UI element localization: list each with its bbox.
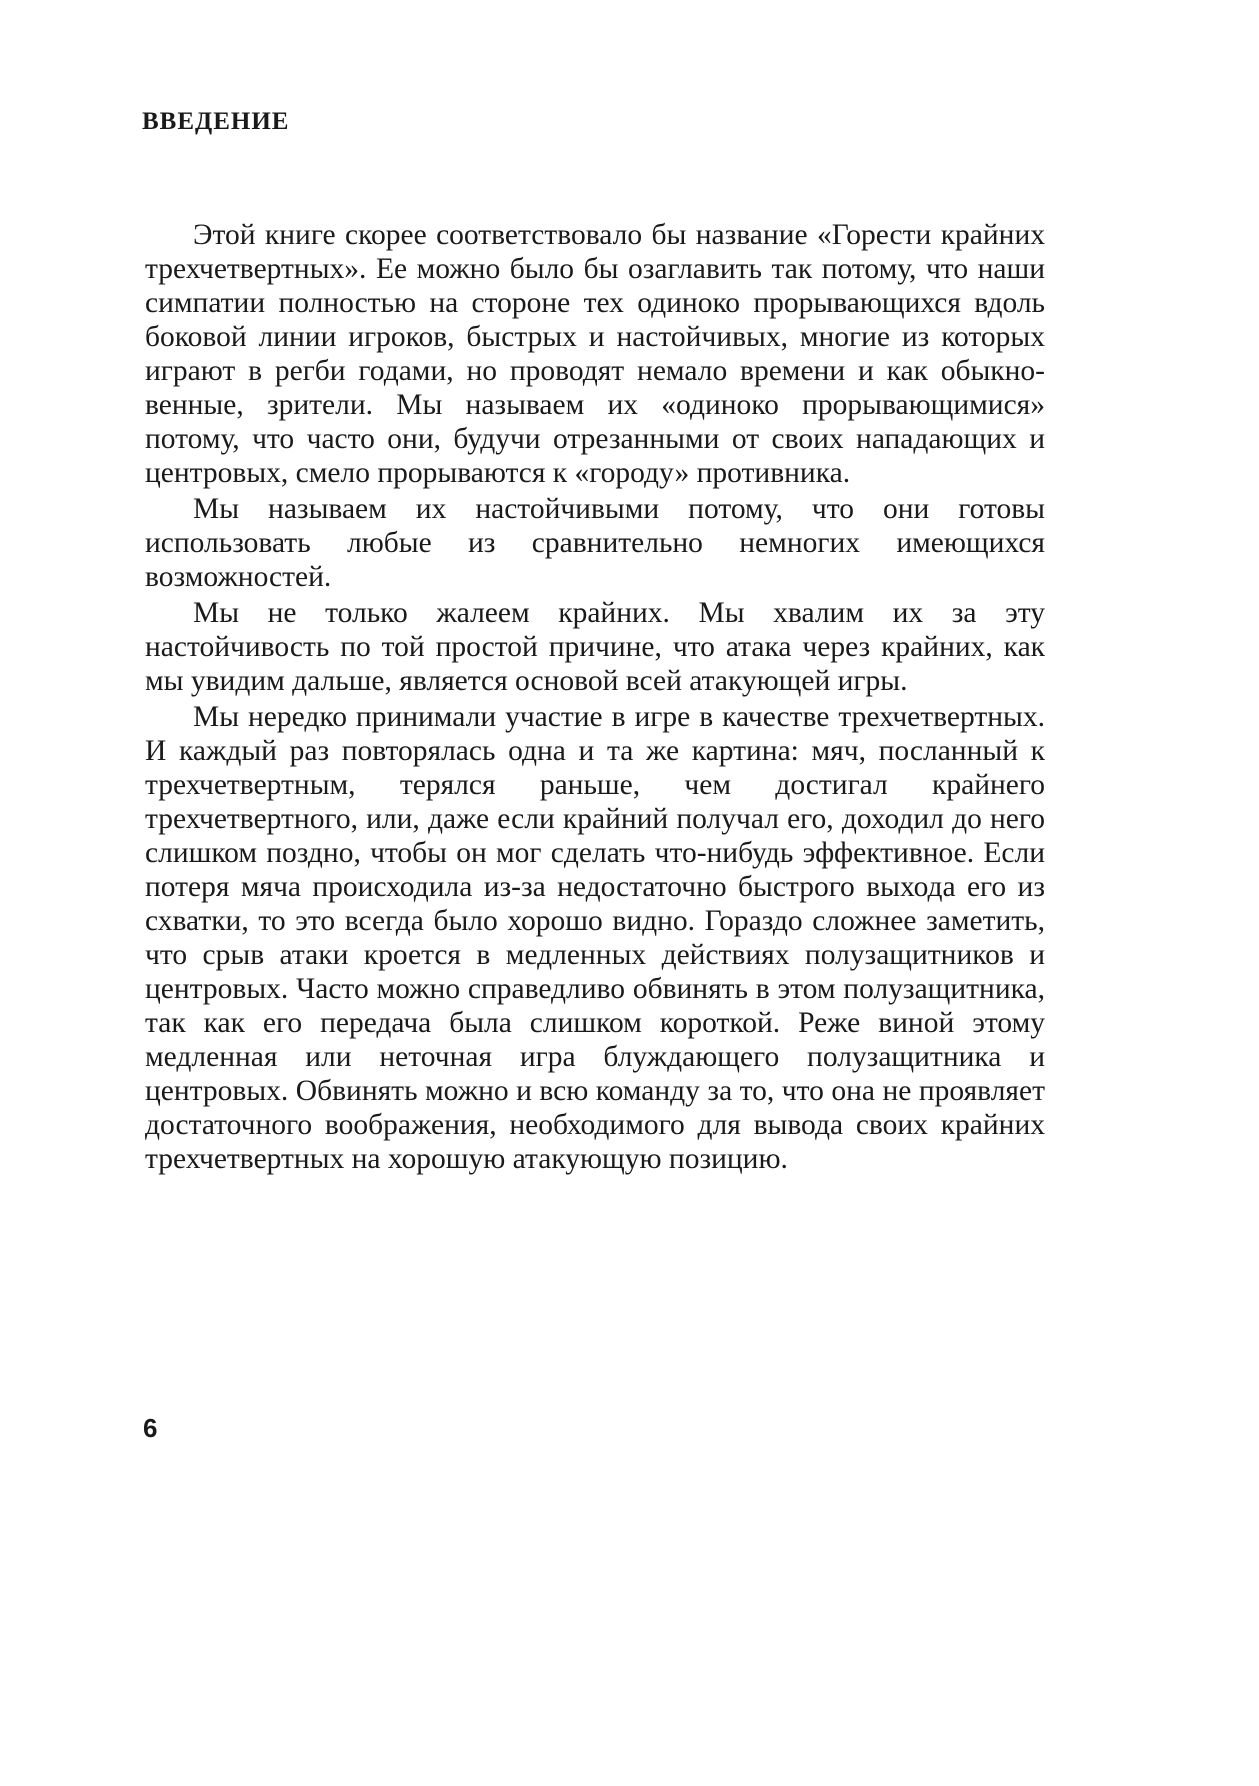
chapter-heading: ВВЕДЕНИЕ — [142, 108, 290, 135]
paragraph: Мы не только жалеем крайних. Мы хвалим их за эту настойчивость по той простой причине, что атака через крайних, как мы увидим дальше, является основой всей атакующей игры. — [145, 597, 1045, 697]
paragraph: Этой книге скорее соответствовало бы название «Горести крайних трехчетвертных». Ее можно было бы озаглавить так потому, что наши симпатии полностью на стороне тех одиноко прорывающихся вдоль боковой линии игроков, быстрых и настойчивых, многие из которых играют в регби годами, но проводят немало времени и как обыкновенные, зрители. Мы называем их «одиноко прорывающимися» потому, что часто они, будучи отрезанными от своих нападающих и центровых, смело прорываются к «городу» противника. — [145, 219, 1045, 489]
page-number: 6 — [143, 1413, 158, 1443]
paragraph: Мы нередко принимали участие в игре в качестве трехчетвертных. И каждый раз повторялась одна и та же картина: мяч, посланный к трехчетвертным, терялся раньше, чем достигал крайнего трехчетвертного, или, даже если крайний получал его, доходил до него слишком поздно, чтобы он мог сделать что-нибудь эффективное. Если потеря мяча происходила из-за недостаточно быстрого выхода его из схватки, то это всегда было хорошо видно. Гораздо сложнее заметить, что срыв атаки кроется в медленных действиях полузащитников и центровых. Часто можно справедливо обвинять в этом полузащитника, так как его передача была слишком короткой. Реже виной этому медленная или неточная игра блуждающего полузащитника и центровых. Обвинять можно и всю команду за то, что она не проявляет достаточного воображения, необходимого для вывода своих крайних трехчетвертных на хорошую атакующую позицию. — [145, 701, 1045, 1175]
paragraph: Мы называем их настойчивыми потому, что они готовы использовать любые из сравнительно немногих имеющихся возможностей. — [145, 493, 1045, 593]
body-text — [145, 218, 1045, 1178]
